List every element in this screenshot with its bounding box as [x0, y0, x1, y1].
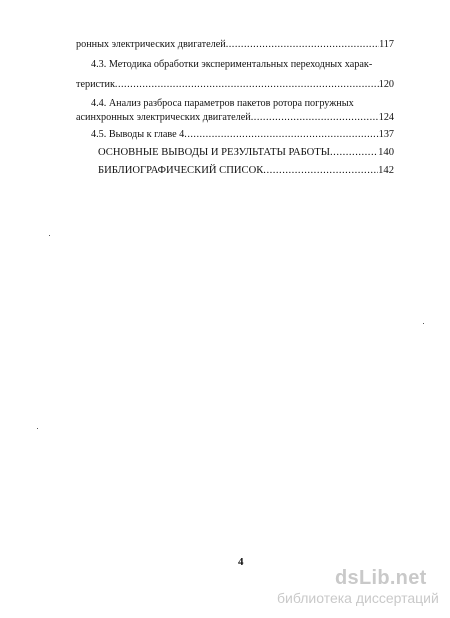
toc-page-number: 137	[378, 129, 394, 140]
toc-entry-text: ОСНОВНЫЕ ВЫВОДЫ И РЕЗУЛЬТАТЫ РАБОТЫ	[98, 147, 331, 158]
toc-entry-text: ронных электрических двигателей	[76, 39, 226, 50]
scan-speck	[423, 323, 424, 324]
scan-speck	[37, 428, 38, 429]
watermark-subtitle: библиотека диссертаций	[277, 590, 439, 606]
toc-entry-text: БИБЛИОГРАФИЧЕСКИЙ СПИСОК	[98, 165, 264, 176]
toc-entry-text: теристик	[76, 79, 115, 90]
toc-entry-text: асинхронных электрических двигателей	[76, 112, 251, 123]
toc-leader-dots	[263, 164, 378, 178]
toc-entry-conclusions	[98, 146, 394, 160]
toc-entry-bibliography	[98, 164, 394, 178]
toc-leader-dots	[115, 78, 379, 92]
toc-page-number: 142	[378, 165, 394, 176]
toc-entry-4-5	[91, 128, 394, 142]
scan-speck	[49, 235, 50, 236]
toc-entry-4-3-line1: 4.3. Методика обработки экспериментальных переходных харак-	[91, 59, 373, 70]
toc-leader-dots	[251, 111, 379, 125]
toc-leader-dots	[330, 146, 378, 160]
toc-entry-4-3	[76, 78, 394, 92]
toc-leader-dots	[226, 38, 379, 52]
toc-page-number: 124	[378, 112, 394, 123]
toc-entry-text: 4.5. Выводы к главе 4	[91, 129, 185, 140]
toc-entry-4-2-continuation	[76, 38, 394, 52]
toc-leader-dots	[184, 128, 378, 142]
watermark-logo: dsLib.net	[335, 567, 427, 589]
toc-page-number: 140	[378, 147, 394, 158]
toc-page-number: 117	[379, 39, 394, 50]
toc-page-number: 120	[378, 79, 394, 90]
page-number: 4	[238, 556, 244, 568]
toc-entry-4-4	[76, 111, 394, 125]
toc-entry-4-4-line1: 4.4. Анализ разброса параметров пакетов ротора погружных	[91, 98, 354, 109]
